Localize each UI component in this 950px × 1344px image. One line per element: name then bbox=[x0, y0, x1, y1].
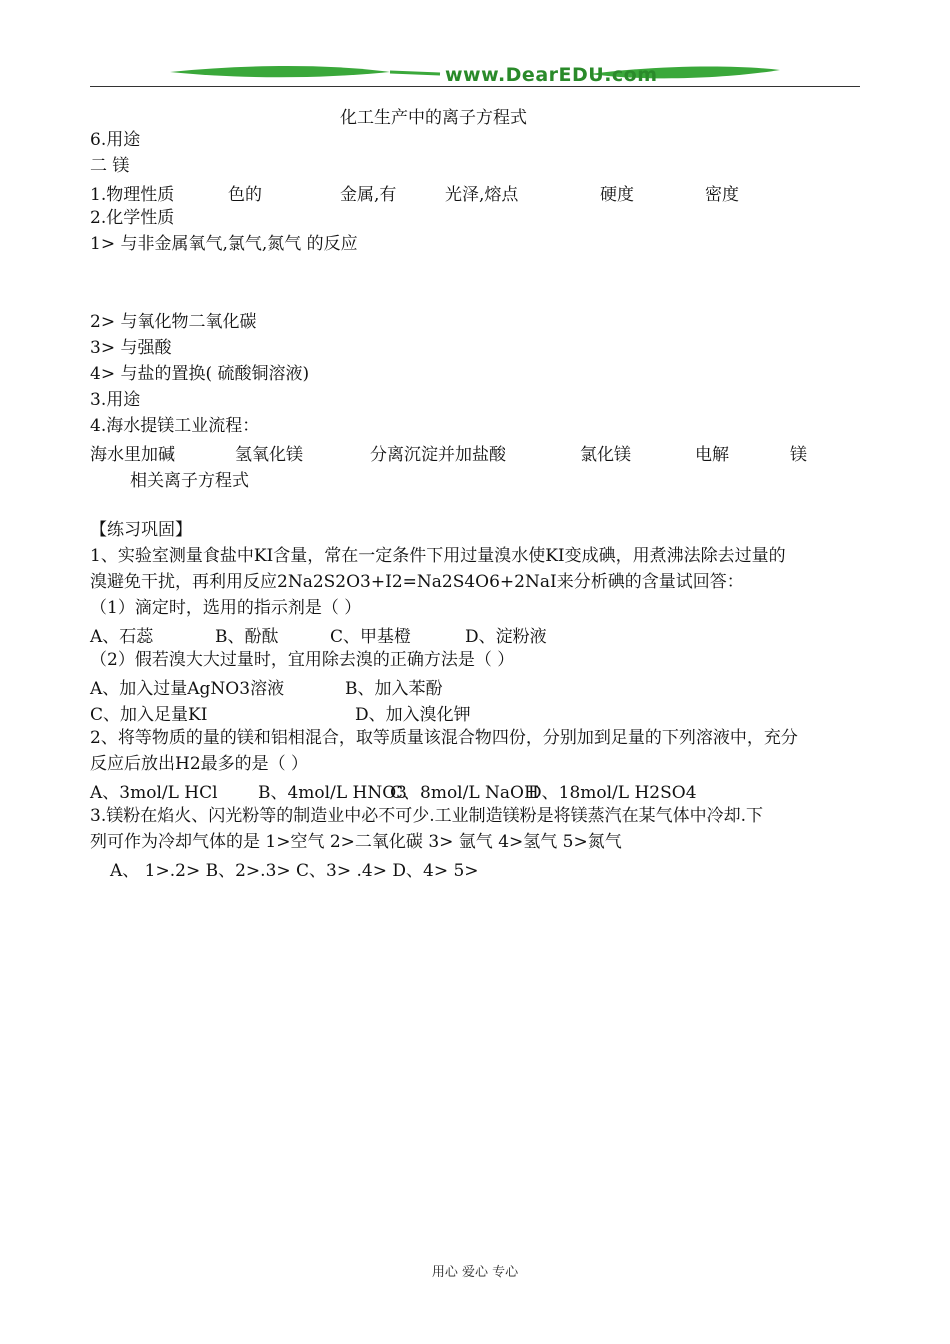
prop-label: 1.物理性质 bbox=[90, 185, 175, 205]
text-line: 3> 与强酸 bbox=[90, 338, 172, 358]
question-text: 反应后放出H2最多的是（ ） bbox=[90, 754, 309, 774]
header-rule bbox=[90, 86, 860, 87]
question-text: 2、将等物质的量的镁和铝相混合，取等质量该混合物四份，分别加到足量的下列溶液中，充分 bbox=[90, 728, 798, 748]
answer-option: D、18mol/L H2SO4 bbox=[528, 783, 697, 803]
answer-option: B、酚酞 bbox=[215, 627, 279, 647]
question-text: 溴避免干扰，再利用反应2Na2S2O3+I2=Na2S4O6+2NaI来分析碘的含量试回答： bbox=[90, 572, 744, 592]
text-line: 3.用途 bbox=[90, 390, 141, 410]
answer-option: A、3mol/L HCl bbox=[90, 783, 218, 803]
flow-step: 电解 bbox=[695, 445, 729, 465]
section-heading: 【练习巩固】 bbox=[90, 520, 192, 540]
prop-item: 色的 bbox=[228, 185, 262, 205]
question-text: （2）假若溴大大过量时，宜用除去溴的正确方法是（ ） bbox=[90, 650, 515, 670]
prop-item: 密度 bbox=[705, 185, 739, 205]
page-footer: 用心 爱心 专心 bbox=[431, 1265, 519, 1280]
text-line: 相关离子方程式 bbox=[130, 471, 249, 491]
answer-option: A、石蕊 bbox=[90, 627, 154, 647]
text-line: 4> 与盐的置换( 硫酸铜溶液) bbox=[90, 364, 310, 384]
text-line: 6.用途 bbox=[90, 130, 141, 150]
question-text: （1）滴定时，选用的指示剂是（ ） bbox=[90, 598, 362, 618]
text-line: 1> 与非金属氧气,氯气,氮气 的反应 bbox=[90, 234, 358, 254]
page-title: 化工生产中的离子方程式 bbox=[340, 108, 527, 128]
answer-option: B、加入苯酚 bbox=[345, 679, 443, 699]
question-text: 3.镁粉在焰火、闪光粉等的制造业中必不可少.工业制造镁粉是将镁蒸汽在某气体中冷却.下 bbox=[90, 806, 764, 826]
flow-step: 分离沉淀并加盐酸 bbox=[370, 445, 506, 465]
question-text: 1、实验室测量食盐中KI含量，常在一定条件下用过量溴水使KI变成碘，用煮沸法除去过量的 bbox=[90, 546, 786, 566]
flow-step: 镁 bbox=[790, 445, 807, 465]
answer-option: D、淀粉液 bbox=[465, 627, 547, 647]
answer-option: A、加入过量AgNO3溶液 bbox=[90, 679, 285, 699]
prop-item: 金属,有 bbox=[340, 185, 397, 205]
text-line: 2> 与氧化物二氧化碳 bbox=[90, 312, 257, 332]
prop-item: 光泽,熔点 bbox=[445, 185, 519, 205]
answer-option: C、甲基橙 bbox=[330, 627, 412, 647]
answer-option: C、加入足量KI bbox=[90, 705, 208, 725]
flow-step: 氢氧化镁 bbox=[235, 445, 303, 465]
answer-option: B、4mol/L HNO3 bbox=[258, 783, 407, 803]
answer-options: A、 1>.2> B、2>.3> C、3> .4> D、4> 5> bbox=[110, 861, 479, 881]
flow-step: 海水里加碱 bbox=[90, 445, 175, 465]
text-line: 4.海水提镁工业流程： bbox=[90, 416, 260, 436]
text-line: 2.化学性质 bbox=[90, 208, 175, 228]
flow-step: 氯化镁 bbox=[580, 445, 631, 465]
text-line: 二 镁 bbox=[90, 156, 130, 176]
answer-option: C、8mol/L NaOH bbox=[390, 783, 539, 803]
question-text: 列可作为冷却气体的是 1>空气 2>二氧化碳 3> 氩气 4>氢气 5>氮气 bbox=[90, 832, 622, 852]
site-logo[interactable]: www.DearEDU.com bbox=[445, 64, 658, 86]
answer-option: D、加入溴化钾 bbox=[355, 705, 471, 725]
prop-item: 硬度 bbox=[600, 185, 634, 205]
